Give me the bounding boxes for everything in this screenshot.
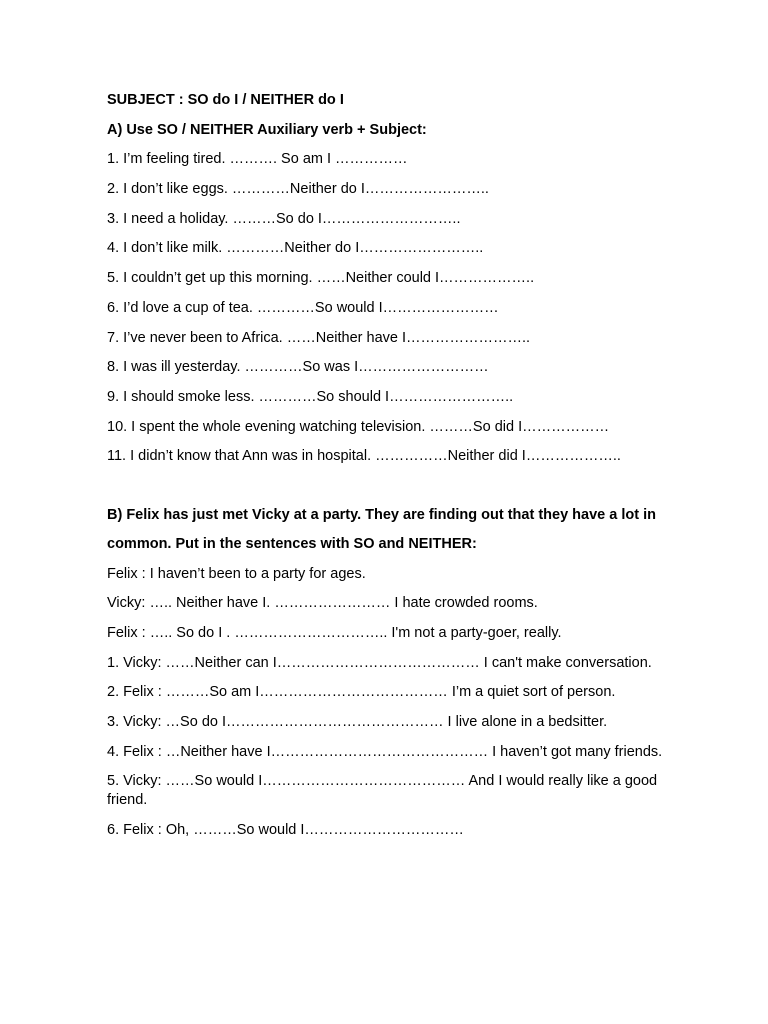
list-item: 11. I didn’t know that Ann was in hospital. ……………Neither did I……………….. [107,448,621,465]
list-item: 4. I don’t like milk. …………Neither do I…………………….. [107,240,484,257]
list-item: 2. I don’t like eggs. …………Neither do I…………………….. [107,181,489,198]
dialogue-line: 4. Felix : …Neither have I……………………………………… I haven’t got many friends. [107,743,663,760]
dialogue-line: 1. Vicky: ……Neither can I…………………………………… I can't make conversation. [107,654,652,671]
list-item: 10. I spent the whole evening watching television. ………So did I……………… [107,418,610,435]
list-item: 1. I’m feeling tired. ………. So am I …………… [107,151,408,168]
dialogue-line: Felix : ….. So do I . ………………………….. I'm not a party-goer, really. [107,625,562,641]
dialogue-line: Felix : I haven’t been to a party for ages. [107,565,366,582]
worksheet [107,91,667,851]
list-item: 9. I should smoke less. …………So should I…………………….. [107,388,514,405]
list-item: 6. I’d love a cup of tea. …………So would I…………………… [107,299,499,316]
dialogue-line: 3. Vicky: …So do I……………………………………… I live alone in a bedsitter. [107,714,608,731]
section-a-heading: A) Use SO / NEITHER Auxiliary verb + Subject: [107,121,427,138]
list-item: 3. I need a holiday. ………So do I……………………….. [107,210,461,227]
dialogue-line: Vicky: ….. Neither have I. …………………… I hate crowded rooms. [107,595,538,612]
section-b-heading-line-1: B) Felix has just met Vicky at a party. They are finding out that they have a lot in [107,506,656,523]
subject-title: SUBJECT : SO do I / NEITHER do I [107,92,344,108]
section-b-heading-line-2: common. Put in the sentences with SO and NEITHER: [107,535,477,552]
section-gap [107,477,667,506]
list-item: 7. I’ve never been to Africa. ……Neither have I…………………….. [107,329,531,346]
dialogue-line: 2. Felix : ………So am I………………………………… I’m a quiet sort of person. [107,684,616,701]
dialogue-line: 6. Felix : Oh, ………So would I…………………………… [107,822,464,839]
dialogue-line: 5. Vicky: ……So would I…………………………………… And I would really like a good friend. [107,773,658,809]
list-item: 8. I was ill yesterday. …………So was I……………………… [107,359,489,376]
list-item: 5. I couldn’t get up this morning. ……Neither could I……………….. [107,270,535,287]
